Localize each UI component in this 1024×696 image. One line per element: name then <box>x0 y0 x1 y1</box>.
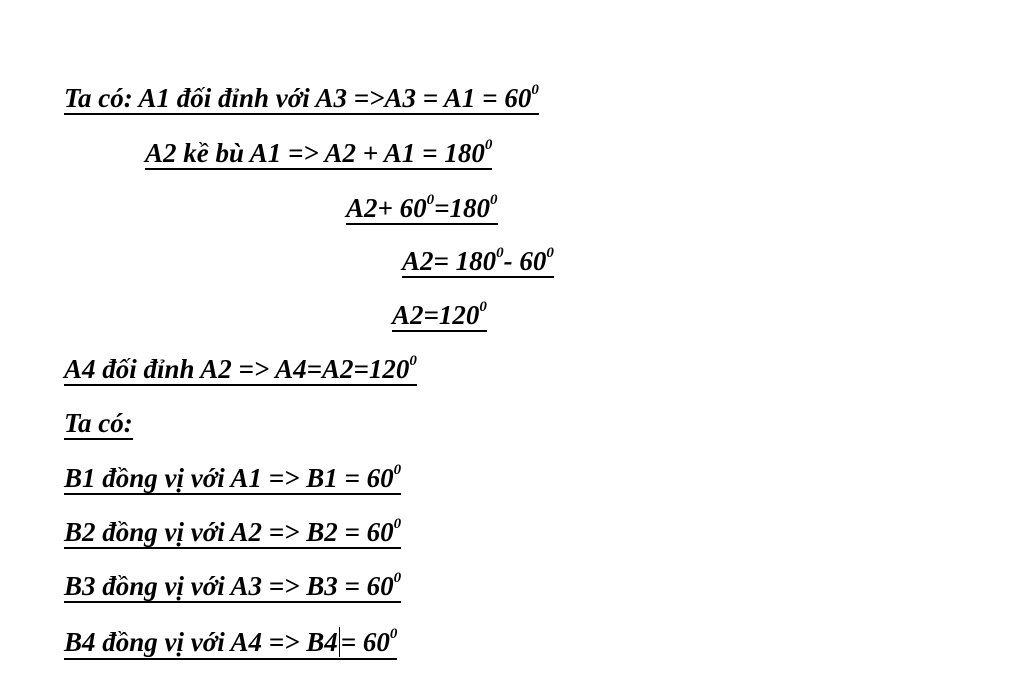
degree-mark: 0 <box>484 137 493 153</box>
degree-mark: 0 <box>393 570 402 586</box>
section-heading <box>64 410 133 440</box>
degree-mark: 0 <box>393 462 402 478</box>
degree-mark: 0 <box>531 82 539 98</box>
result-text: A2=120 <box>392 300 480 330</box>
statement-text: A2 kề bù A1 => A2 + A1 = 180 <box>145 138 485 168</box>
equation-part: A2+ 60 <box>346 193 427 223</box>
statement-a4 <box>64 353 417 386</box>
equation-part: =180 <box>434 193 491 223</box>
statement-text: A4 đối đỉnh A2 => A4=A2=120 <box>64 354 410 384</box>
statement-text: B3 đồng vị với A3 => B3 = 60 <box>64 571 394 601</box>
degree-mark: 0 <box>426 192 435 208</box>
statement-a2-supplementary <box>145 137 493 170</box>
equation-a2-plus-60 <box>346 192 498 225</box>
degree-mark: 0 <box>393 516 402 532</box>
statement-text: B1 đồng vị với A1 => B1 = 60 <box>64 463 394 493</box>
degree-mark: 0 <box>409 353 417 369</box>
equation-part: A2= 180 <box>402 246 497 276</box>
statement-b2 <box>64 516 402 549</box>
degree-mark: 0 <box>479 299 487 315</box>
heading-text: Ta có: <box>64 408 133 438</box>
statement-text: Ta có: A1 đối đỉnh với A3 =>A3 = A1 = 60 <box>64 83 532 113</box>
degree-mark: 0 <box>546 245 554 261</box>
statement-b3 <box>64 570 402 603</box>
result-a2 <box>392 299 487 332</box>
statement-b1 <box>64 462 402 495</box>
degree-mark: 0 <box>389 626 398 642</box>
equation-a2-difference <box>402 245 554 278</box>
text-cursor <box>339 627 340 657</box>
statement-b4 <box>64 627 397 660</box>
statement-text: B4 đồng vị với A4 => B4 <box>64 627 338 657</box>
statement-text: = 60 <box>340 627 390 657</box>
equation-part: - 60 <box>503 246 547 276</box>
degree-mark: 0 <box>490 192 498 208</box>
degree-mark: 0 <box>496 245 504 261</box>
statement-text: B2 đồng vị với A2 => B2 = 60 <box>64 517 394 547</box>
statement-a1-a3 <box>64 82 539 115</box>
